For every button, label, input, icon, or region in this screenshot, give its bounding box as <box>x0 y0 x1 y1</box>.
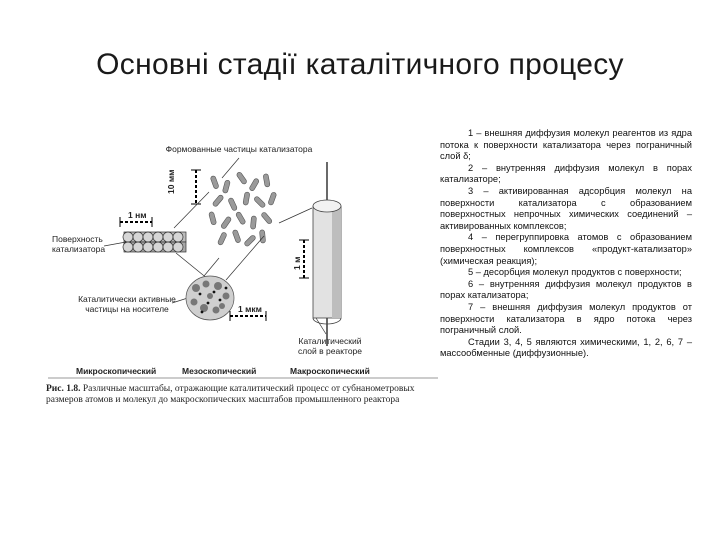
stages-text <box>440 128 692 360</box>
label-scale-1nm: 1 нм <box>128 210 147 220</box>
stage-item: 4 – перегруппировка атомов с образованием поверхностных комплексов «продукт-катализатор» (химическая реакция); <box>440 232 692 266</box>
stage-item: 5 – десорбция молекул продуктов с поверхности; <box>468 267 682 278</box>
label-scale-1um: 1 мкм <box>238 304 262 314</box>
figure-caption <box>46 384 438 406</box>
stage-item: 3 – активированная адсорбция молекул на поверхности катализатора с образованием поверхностных непрочных химических соединений – активированных комплексов; <box>440 185 692 231</box>
label-meso: Мезоскопический <box>182 366 257 376</box>
label-scale-1m: 1 м <box>292 256 302 270</box>
stage-item: 6 – внутренняя диффузия молекул продуктов в порах катализатора; <box>440 278 692 301</box>
catalyst-pellets <box>209 171 277 247</box>
slide-title: Основні стадії каталітичного процесу <box>96 48 624 81</box>
atomic-surface <box>123 232 186 252</box>
stage-item: 1 – внешняя диффузия молекул реагентов из ядра потока к поверхности катализатора через пограничный слой δ; <box>440 128 692 162</box>
label-catalytic-layer: Каталитический слой в реакторе <box>298 336 362 356</box>
caption-prefix: Рис. 1.8. <box>46 384 81 394</box>
catalysis-scales-figure <box>44 128 440 428</box>
stage-item: 2 – внутренняя диффузия молекул в порах катализаторе; <box>440 162 692 185</box>
label-scale-10mm: 10 мм <box>166 169 176 194</box>
caption-text: Различные масштабы, отражающие каталитический процесс от субнанометровых размеров атомов и молекул до макроскопических масштабов промышленного реактора <box>46 384 415 405</box>
reactor-column <box>313 162 341 346</box>
label-surface: Поверхность катализатора <box>52 234 106 254</box>
stages-summary: Стадии 3, 4, 5 являются химическими, 1, 2, 6, 7 – массообменные (диффузионные). <box>440 336 692 359</box>
stage-item: 7 – внешняя диффузия молекул продуктов от поверхности катализатора в ядро потока через пограничный слой. <box>440 301 692 336</box>
label-shaped-particles: Формованные частицы катализатора <box>165 144 313 154</box>
supported-particles <box>186 276 234 320</box>
label-macro: Макроскопический <box>290 366 370 376</box>
label-micro: Микроскопический <box>76 366 157 376</box>
figure-drawing <box>44 128 440 384</box>
label-active-particles: Каталитически активные частицы на носителе <box>78 294 176 314</box>
